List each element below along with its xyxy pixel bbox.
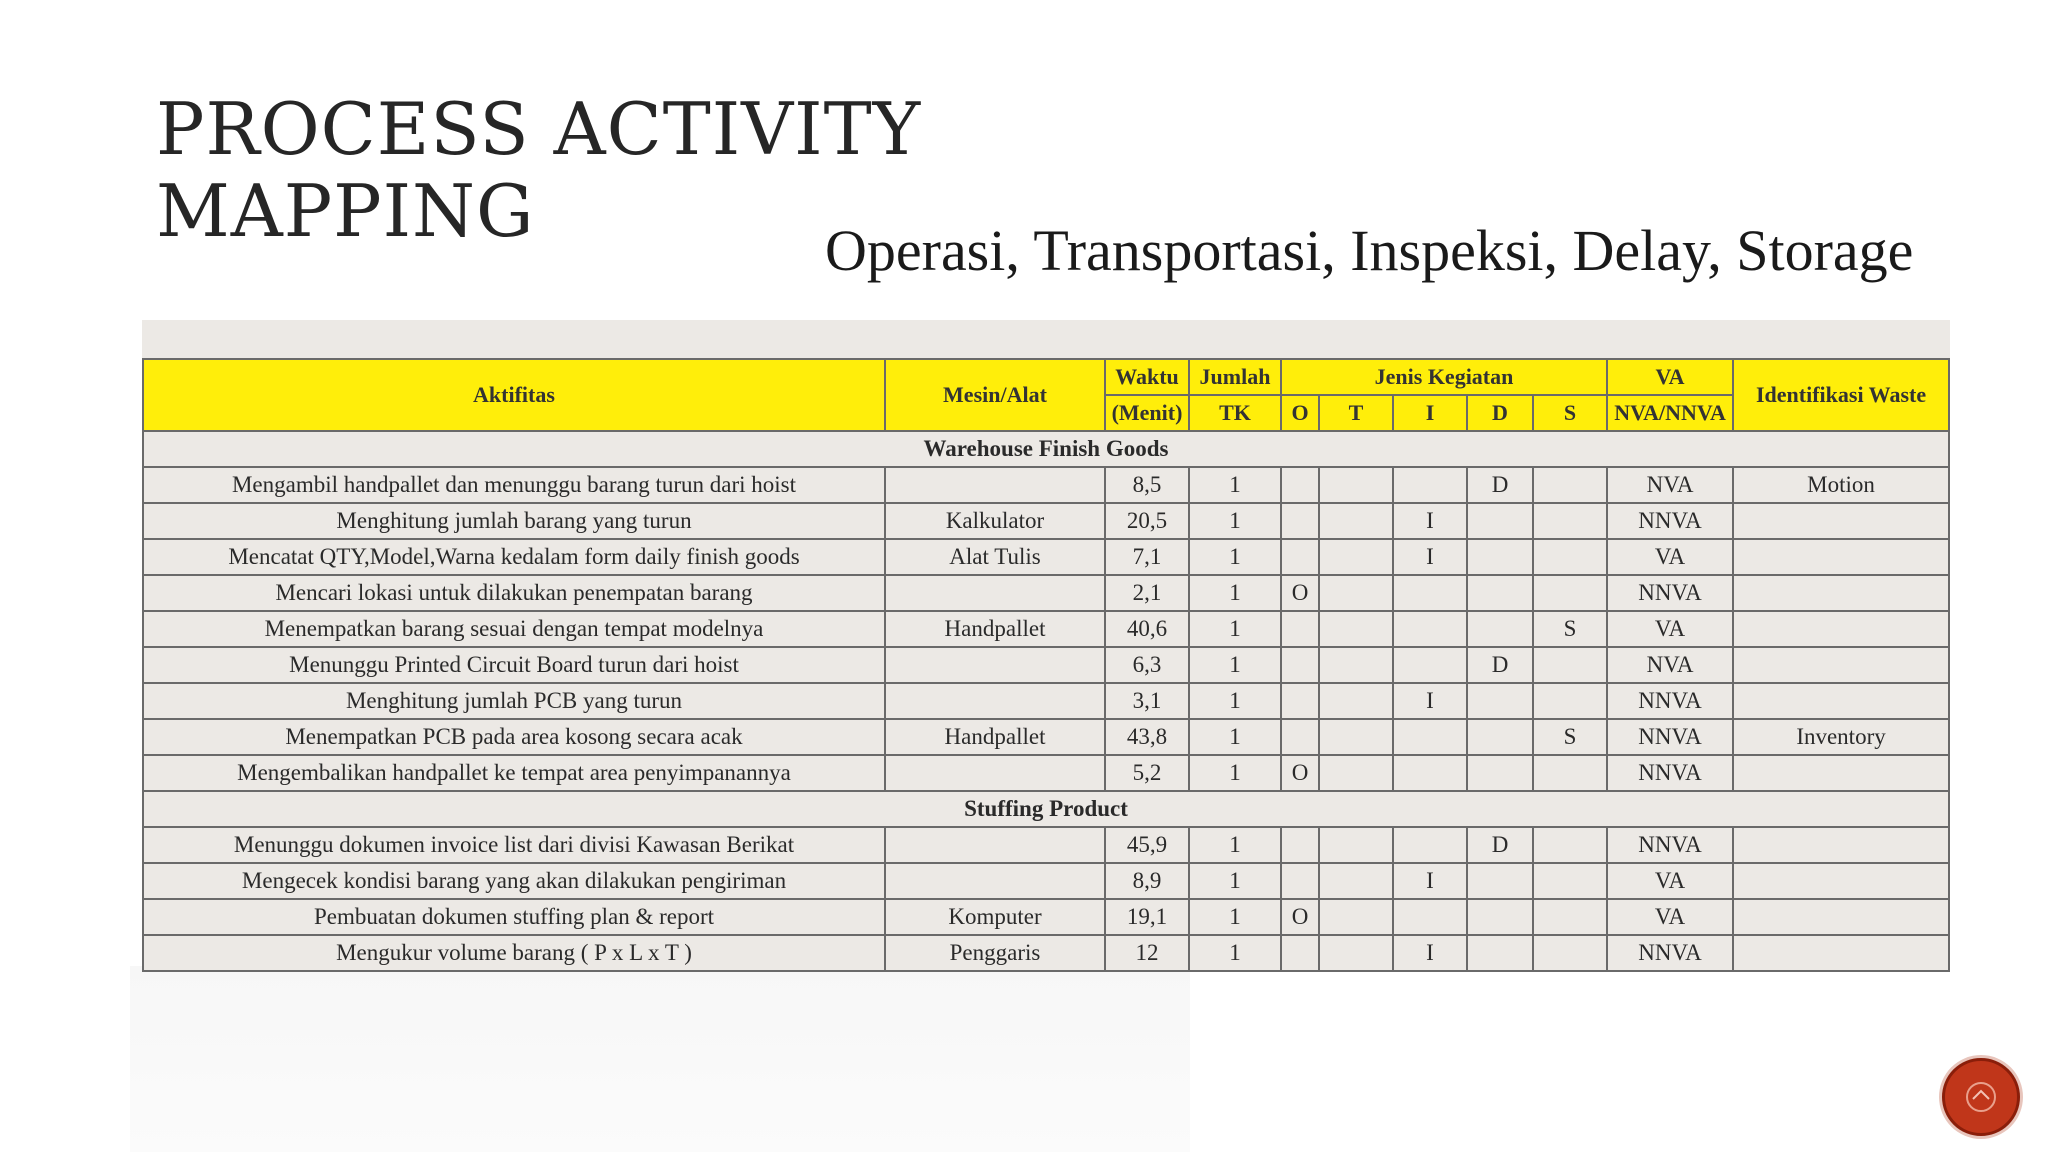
cell-aktifitas: Mengambil handpallet dan menunggu barang turun dari hoist: [143, 467, 885, 503]
cell-aktifitas: Menunggu dokumen invoice list dari divisi Kawasan Berikat: [143, 827, 885, 863]
cell-mesin-alat: Handpallet: [885, 719, 1105, 755]
section-stuffing-product: Stuffing Product: [143, 791, 1949, 827]
table-row: [143, 467, 1949, 503]
cell-d: [1467, 719, 1533, 755]
cell-o: O: [1281, 755, 1319, 791]
cell-va: VA: [1607, 863, 1733, 899]
cell-jumlah-tk: 1: [1189, 755, 1281, 791]
cell-waste: [1733, 647, 1949, 683]
cell-waktu: 6,3: [1105, 647, 1189, 683]
cell-aktifitas: Mengembalikan handpallet ke tempat area penyimpanannya: [143, 755, 885, 791]
cell-va: VA: [1607, 539, 1733, 575]
cell-t: [1319, 935, 1393, 971]
title-line-1: PROCESS ACTIVITY: [156, 87, 922, 171]
cell-d: [1467, 863, 1533, 899]
cell-t: [1319, 683, 1393, 719]
cell-o: [1281, 719, 1319, 755]
process-activity-table: [142, 358, 1950, 972]
cell-d: [1467, 575, 1533, 611]
cell-t: [1319, 827, 1393, 863]
cell-s: S: [1533, 611, 1607, 647]
cell-va: VA: [1607, 611, 1733, 647]
cell-i: [1393, 899, 1467, 935]
cell-jumlah-tk: 1: [1189, 539, 1281, 575]
cell-mesin-alat: Alat Tulis: [885, 539, 1105, 575]
table-row: [143, 899, 1949, 935]
cell-o: [1281, 863, 1319, 899]
cell-o: O: [1281, 899, 1319, 935]
cell-s: [1533, 683, 1607, 719]
cell-waktu: 45,9: [1105, 827, 1189, 863]
cell-i: I: [1393, 863, 1467, 899]
title-line-2: MAPPING: [156, 169, 535, 253]
header-waktu: Waktu: [1105, 359, 1189, 395]
cell-o: [1281, 827, 1319, 863]
cell-jumlah-tk: 1: [1189, 575, 1281, 611]
cell-va: NNVA: [1607, 755, 1733, 791]
cell-waktu: 19,1: [1105, 899, 1189, 935]
table-row: [143, 575, 1949, 611]
cell-aktifitas: Menunggu Printed Circuit Board turun dari hoist: [143, 647, 885, 683]
cell-waktu: 3,1: [1105, 683, 1189, 719]
header-jenis-kegiatan: Jenis Kegiatan: [1281, 359, 1607, 395]
section-warehouse-finish-goods: Warehouse Finish Goods: [143, 431, 1949, 467]
cell-d: [1467, 611, 1533, 647]
header-menit: (Menit): [1105, 395, 1189, 431]
cell-waktu: 40,6: [1105, 611, 1189, 647]
table-row: [143, 935, 1949, 971]
cell-o: [1281, 935, 1319, 971]
header-t: T: [1319, 395, 1393, 431]
cell-waktu: 43,8: [1105, 719, 1189, 755]
cell-t: [1319, 467, 1393, 503]
cell-o: [1281, 683, 1319, 719]
cell-waktu: 20,5: [1105, 503, 1189, 539]
cell-i: [1393, 827, 1467, 863]
cell-aktifitas: Menghitung jumlah PCB yang turun: [143, 683, 885, 719]
cell-waktu: 8,9: [1105, 863, 1189, 899]
cell-va: NNVA: [1607, 719, 1733, 755]
cell-jumlah-tk: 1: [1189, 683, 1281, 719]
cell-t: [1319, 575, 1393, 611]
cell-aktifitas: Mengukur volume barang ( P x L x T ): [143, 935, 885, 971]
cell-s: [1533, 899, 1607, 935]
slide-title: [156, 88, 921, 252]
cell-va: NNVA: [1607, 683, 1733, 719]
cell-va: NVA: [1607, 467, 1733, 503]
cell-aktifitas: Mengecek kondisi barang yang akan dilakukan pengiriman: [143, 863, 885, 899]
header-o: O: [1281, 395, 1319, 431]
circle-logo-icon[interactable]: [1942, 1058, 2020, 1136]
cell-t: [1319, 863, 1393, 899]
cell-o: O: [1281, 575, 1319, 611]
header-s: S: [1533, 395, 1607, 431]
cell-va: NNVA: [1607, 503, 1733, 539]
section-row: [143, 791, 1949, 827]
cell-va: NVA: [1607, 647, 1733, 683]
cell-va: VA: [1607, 899, 1733, 935]
table-row: [143, 539, 1949, 575]
cell-aktifitas: Menghitung jumlah barang yang turun: [143, 503, 885, 539]
cell-o: [1281, 647, 1319, 683]
cell-mesin-alat: Penggaris: [885, 935, 1105, 971]
header-va: VA: [1607, 359, 1733, 395]
cell-t: [1319, 647, 1393, 683]
table-row: [143, 503, 1949, 539]
cell-o: [1281, 611, 1319, 647]
cell-jumlah-tk: 1: [1189, 611, 1281, 647]
cell-s: [1533, 503, 1607, 539]
cell-va: NNVA: [1607, 935, 1733, 971]
cell-mesin-alat: [885, 575, 1105, 611]
cell-waktu: 5,2: [1105, 755, 1189, 791]
cell-t: [1319, 755, 1393, 791]
cell-waste: [1733, 539, 1949, 575]
cell-s: [1533, 755, 1607, 791]
cell-jumlah-tk: 1: [1189, 647, 1281, 683]
cell-t: [1319, 719, 1393, 755]
table-row: [143, 827, 1949, 863]
cell-s: [1533, 575, 1607, 611]
cell-waste: Motion: [1733, 467, 1949, 503]
table-row: [143, 863, 1949, 899]
cell-waste: [1733, 827, 1949, 863]
cell-s: [1533, 827, 1607, 863]
header-jumlah: Jumlah: [1189, 359, 1281, 395]
cell-waste: Inventory: [1733, 719, 1949, 755]
cell-waktu: 2,1: [1105, 575, 1189, 611]
section-row: [143, 431, 1949, 467]
cell-t: [1319, 539, 1393, 575]
cell-i: I: [1393, 503, 1467, 539]
cell-waste: [1733, 863, 1949, 899]
cell-d: D: [1467, 827, 1533, 863]
table-row: [143, 647, 1949, 683]
cell-s: [1533, 539, 1607, 575]
cell-waktu: 12: [1105, 935, 1189, 971]
cell-aktifitas: Menempatkan barang sesuai dengan tempat modelnya: [143, 611, 885, 647]
table-row: [143, 755, 1949, 791]
cell-i: I: [1393, 935, 1467, 971]
cell-mesin-alat: [885, 863, 1105, 899]
cell-aktifitas: Mencari lokasi untuk dilakukan penempatan barang: [143, 575, 885, 611]
cell-o: [1281, 539, 1319, 575]
cell-mesin-alat: Handpallet: [885, 611, 1105, 647]
cell-d: [1467, 935, 1533, 971]
process-activity-table-image: [142, 320, 1950, 966]
cell-mesin-alat: [885, 755, 1105, 791]
cell-i: I: [1393, 539, 1467, 575]
cell-s: S: [1533, 719, 1607, 755]
header-tk: TK: [1189, 395, 1281, 431]
cell-va: NNVA: [1607, 827, 1733, 863]
cell-i: [1393, 719, 1467, 755]
cell-aktifitas: Mencatat QTY,Model,Warna kedalam form daily finish goods: [143, 539, 885, 575]
cell-mesin-alat: Kalkulator: [885, 503, 1105, 539]
cell-jumlah-tk: 1: [1189, 899, 1281, 935]
cell-waste: [1733, 575, 1949, 611]
table-fade-area: [130, 966, 1190, 1152]
cell-waste: [1733, 503, 1949, 539]
cell-waste: [1733, 683, 1949, 719]
table-row: [143, 719, 1949, 755]
cell-t: [1319, 611, 1393, 647]
logo-mark-icon: [1961, 1077, 2001, 1117]
cell-s: [1533, 935, 1607, 971]
cell-mesin-alat: [885, 827, 1105, 863]
cell-s: [1533, 467, 1607, 503]
table-row: [143, 683, 1949, 719]
cell-waste: [1733, 755, 1949, 791]
cell-waste: [1733, 611, 1949, 647]
cell-va: NNVA: [1607, 575, 1733, 611]
cell-mesin-alat: [885, 467, 1105, 503]
cell-t: [1319, 899, 1393, 935]
header-identifikasi-waste: Identifikasi Waste: [1733, 359, 1949, 431]
cell-i: [1393, 467, 1467, 503]
cell-mesin-alat: [885, 683, 1105, 719]
cell-jumlah-tk: 1: [1189, 503, 1281, 539]
header-i: I: [1393, 395, 1467, 431]
table-row: [143, 611, 1949, 647]
cell-jumlah-tk: 1: [1189, 863, 1281, 899]
cell-aktifitas: Menempatkan PCB pada area kosong secara acak: [143, 719, 885, 755]
cell-i: [1393, 755, 1467, 791]
cell-jumlah-tk: 1: [1189, 719, 1281, 755]
header-mesin-alat: Mesin/Alat: [885, 359, 1105, 431]
cell-i: I: [1393, 683, 1467, 719]
cell-t: [1319, 503, 1393, 539]
cell-jumlah-tk: 1: [1189, 935, 1281, 971]
cell-i: [1393, 647, 1467, 683]
cell-o: [1281, 503, 1319, 539]
cell-d: D: [1467, 647, 1533, 683]
slide-subtitle: Operasi, Transportasi, Inspeksi, Delay, Storage: [825, 218, 1914, 283]
cell-waktu: 7,1: [1105, 539, 1189, 575]
cell-jumlah-tk: 1: [1189, 467, 1281, 503]
cell-i: [1393, 611, 1467, 647]
cell-waktu: 8,5: [1105, 467, 1189, 503]
cell-jumlah-tk: 1: [1189, 827, 1281, 863]
cell-d: [1467, 683, 1533, 719]
cell-i: [1393, 575, 1467, 611]
cell-s: [1533, 863, 1607, 899]
cell-d: [1467, 503, 1533, 539]
cell-waste: [1733, 935, 1949, 971]
cell-waste: [1733, 899, 1949, 935]
cell-d: D: [1467, 467, 1533, 503]
cell-mesin-alat: [885, 647, 1105, 683]
cell-aktifitas: Pembuatan dokumen stuffing plan & report: [143, 899, 885, 935]
header-nva-nnva: NVA/NNVA: [1607, 395, 1733, 431]
cell-s: [1533, 647, 1607, 683]
cell-d: [1467, 755, 1533, 791]
cell-d: [1467, 539, 1533, 575]
cell-o: [1281, 467, 1319, 503]
header-aktifitas: Aktifitas: [143, 359, 885, 431]
cell-d: [1467, 899, 1533, 935]
cell-mesin-alat: Komputer: [885, 899, 1105, 935]
header-d: D: [1467, 395, 1533, 431]
